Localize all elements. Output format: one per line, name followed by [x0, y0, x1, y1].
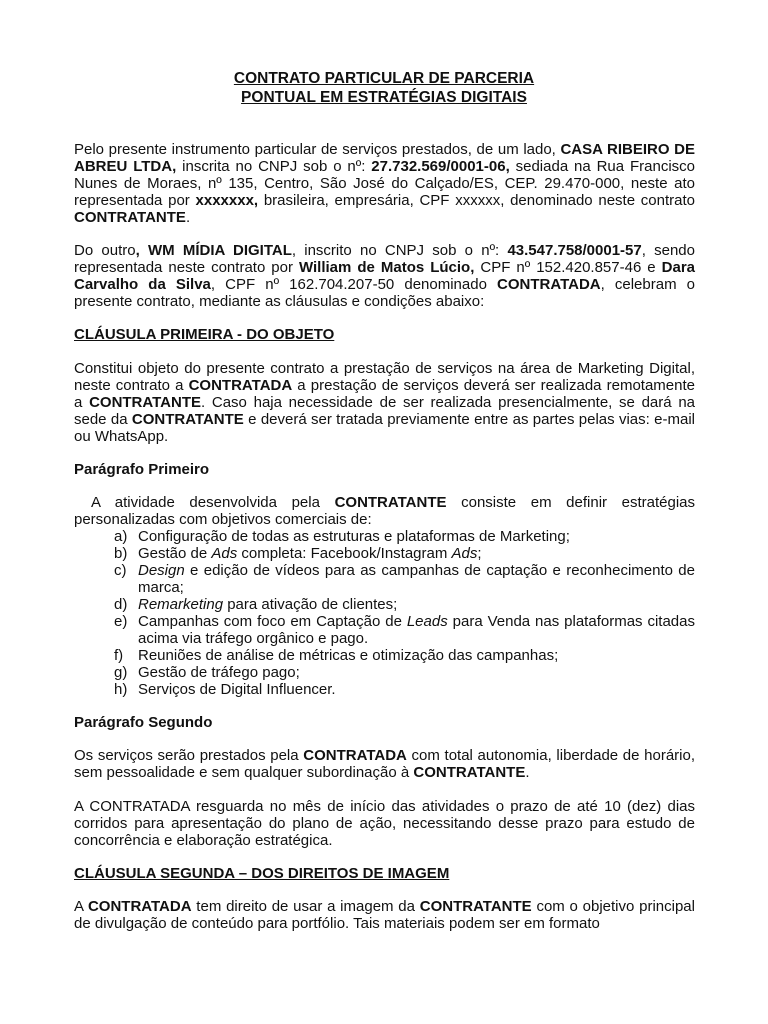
list-item: c) Design e edição de vídeos para as campanhas de captação e reconhecimento de marca;: [114, 562, 695, 596]
list-item: b) Gestão de Ads completa: Facebook/Instagram Ads;: [114, 545, 482, 562]
list-item: f) Reuniões de análise de métricas e otimização das campanhas;: [114, 647, 559, 664]
paragraph-1-heading: Parágrafo Primeiro: [74, 461, 210, 478]
list-item: g) Gestão de tráfego pago;: [114, 664, 300, 681]
activities-list: [74, 528, 695, 698]
clause-2-body: A CONTRATADA tem direito de usar a imagem da CONTRATANTE com o objetivo principal de divulgação de conteúdo para portfólio. Tais materiais podem ser em formato: [74, 898, 695, 932]
document-title: [0, 69, 768, 107]
paragraph-2-body-2: A CONTRATADA resguarda no mês de início das atividades o prazo de até 10 (dez) dias corridos para apresentação do plano de ação, necessitando desse prazo para estudo de concorrência e elaboração estratégica.: [74, 798, 695, 849]
intro-paragraph-contratante: Pelo presente instrumento particular de serviços prestados, de um lado, CASA RIBEIRO DE ABREU LTDA, inscrita no CNPJ sob o nº: 27.732.569/0001-06, sediada na Rua Francisco Nunes de Moraes, nº 135, Centro, São José do Calçado/ES, CEP. 29.470-000, neste ato representada por xxxxxxx, brasileira, empresária, CPF xxxxxx, denominado neste contrato CONTRATANTE.: [74, 141, 696, 226]
paragraph-2-heading: Parágrafo Segundo: [74, 714, 213, 731]
title-line-2: PONTUAL EM ESTRATÉGIAS DIGITAIS: [241, 89, 527, 106]
paragraph-1-body: [74, 494, 695, 698]
clause-2-heading: CLÁUSULA SEGUNDA – DOS DIREITOS DE IMAGEM: [74, 865, 450, 882]
clause-1-body: Constitui objeto do presente contrato a prestação de serviços na área de Marketing Digital, neste contrato a CONTRATADA a prestação de serviços deverá ser realizada remotamente a CONTRATANTE. Caso haja necessidade de ser realizada presencialmente, se dará na sede da CONTRATANTE e deverá ser tratada previamente entre as partes pelas vias: e-mail ou WhatsApp.: [74, 360, 696, 445]
list-item: e) Campanhas com foco em Captação de Leads para Venda nas plataformas citadas acima via tráfego orgânico e pago.: [114, 613, 695, 647]
intro-paragraph-contratada: Do outro, WM MÍDIA DIGITAL, inscrito no CNPJ sob o nº: 43.547.758/0001-57, sendo representada neste contrato por William de Matos Lúcio, CPF nº 152.420.857-46 e Dara Carvalho da Silva, CPF nº 162.704.207-50 denominado CONTRATADA, celebram o presente contrato, mediante as cláusulas e condições abaixo:: [74, 242, 695, 310]
list-item: h) Serviços de Digital Influencer.: [114, 681, 336, 698]
list-item: a) Configuração de todas as estruturas e plataformas de Marketing;: [114, 528, 570, 545]
list-item: d) Remarketing para ativação de clientes;: [114, 596, 398, 613]
paragraph-2-body-1: Os serviços serão prestados pela CONTRATADA com total autonomia, liberdade de horário, sem pessoalidade e sem qualquer subordinação à CONTRATANTE.: [74, 747, 696, 781]
clause-1-heading: CLÁUSULA PRIMEIRA - DO OBJETO: [74, 326, 335, 343]
paragraph-1-intro: A atividade desenvolvida pela CONTRATANTE consiste em definir estratégias personalizadas com objetivos comerciais de:: [74, 494, 696, 528]
title-line-1: CONTRATO PARTICULAR DE PARCERIA: [233, 70, 535, 87]
